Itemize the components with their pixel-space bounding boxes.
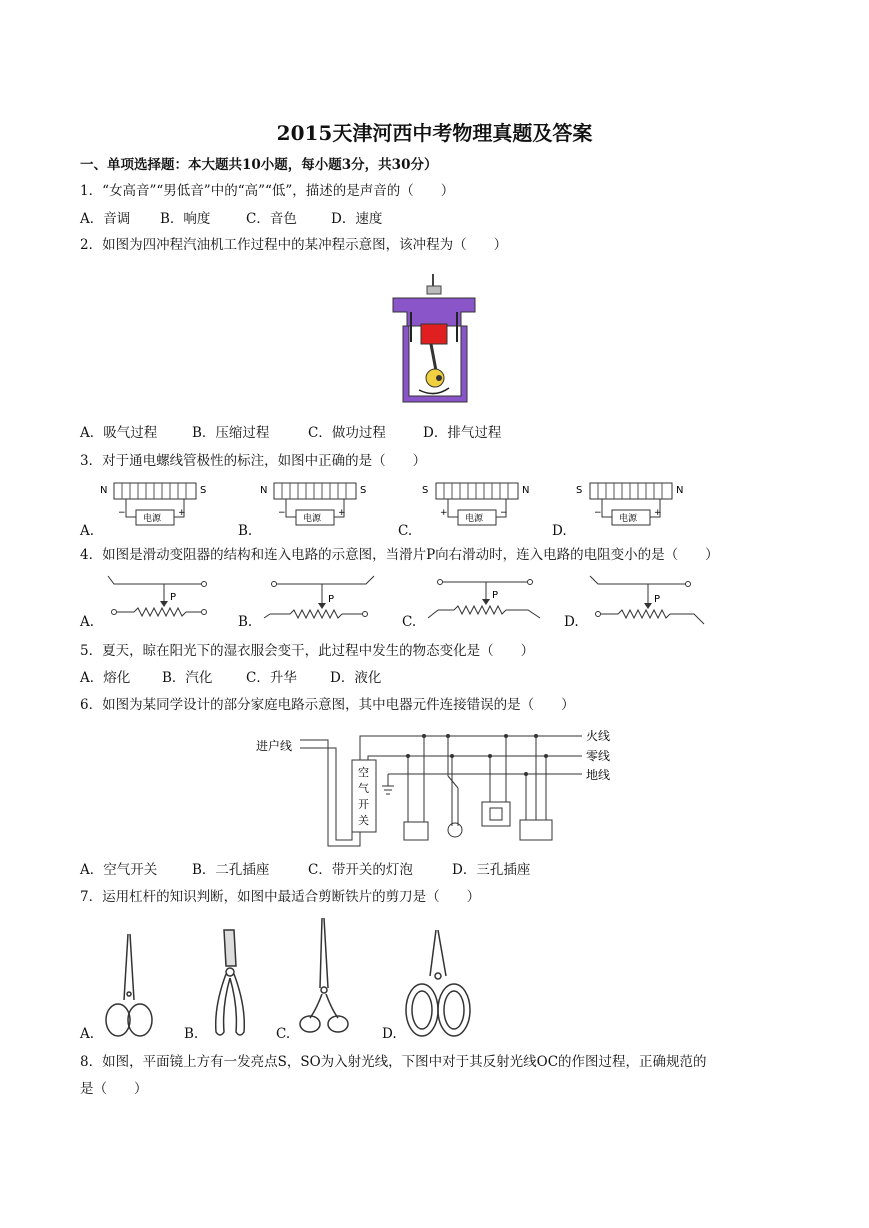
q1-option-d: D．速度: [331, 211, 383, 227]
q3-label-c: C.: [398, 523, 413, 539]
solenoid-figure-d: [574, 477, 686, 537]
svg-text:−: −: [594, 508, 602, 518]
scissors-a-icon: [98, 930, 162, 1040]
solenoid-figure-c: [420, 477, 532, 537]
q6-option-b: B．二孔插座: [192, 862, 270, 878]
question-3-stem: 3．对于通电螺线管极性的标注，如图中正确的是（ ）: [80, 453, 427, 469]
breaker-char: 空: [358, 766, 369, 779]
section-heading: 一、单项选择题：本大题共10小题，每小题3分，共30分）: [80, 157, 438, 173]
q4-label-d: D.: [564, 614, 579, 630]
q4-label-c: C.: [402, 614, 417, 630]
question-6-stem: 6．如图为某同学设计的部分家庭电路示意图，其中电器元件连接错误的是（ ）: [80, 697, 575, 713]
pole-label: N: [522, 485, 530, 496]
rheostat-figure-d: [586, 572, 710, 628]
svg-text:−: −: [500, 508, 508, 518]
svg-text:+: +: [440, 508, 448, 518]
question-8-stem-line1: 8．如图，平面镜上方有一发亮点S，SO为入射光线，下图中对于其反射光线OC的作图过程，正确规范的: [80, 1054, 707, 1070]
slider-label: P: [492, 590, 499, 601]
question-4-stem: 4．如图是滑动变阻器的结构和连入电路的示意图，当滑片P向右滑动时，连入电路的电阻变小的是（ ）: [80, 547, 719, 563]
svg-text:−: −: [278, 508, 286, 518]
q7-label-a: A.: [80, 1026, 95, 1042]
q2-option-d: D．排气过程: [423, 425, 502, 441]
question-2-stem: 2．如图为四冲程汽油机工作过程中的某冲程示意图，该冲程为（ ）: [80, 237, 508, 253]
ground-wire-label: 地线: [586, 768, 611, 782]
q3-label-d: D.: [552, 523, 567, 539]
q5-option-d: D．液化: [330, 670, 382, 686]
scissors-c-icon: [296, 914, 352, 1040]
q5-option-b: B．汽化: [162, 670, 213, 686]
pole-label: N: [100, 485, 108, 496]
pole-label: S: [576, 485, 583, 496]
pole-label: S: [360, 485, 367, 496]
q7-label-b: B.: [184, 1026, 199, 1042]
pole-label: S: [422, 485, 429, 496]
inlet-label: 进户线: [256, 739, 293, 753]
svg-text:+: +: [654, 508, 662, 518]
solenoid-figure-b: [258, 477, 370, 537]
svg-text:+: +: [338, 508, 346, 518]
scissors-b-icon: [204, 926, 256, 1042]
breaker-char: 关: [358, 814, 369, 827]
q4-label-a: A.: [80, 614, 95, 630]
power-source-label: 电源: [465, 514, 484, 524]
page-title: 2015天津河西中考物理真题及答案: [276, 121, 593, 145]
neutral-wire-label: 零线: [586, 749, 611, 763]
q2-option-a: A．吸气过程: [80, 425, 158, 441]
q1-option-b: B．响度: [160, 211, 211, 227]
rheostat-figure-c: [424, 572, 548, 628]
q2-option-b: B．压缩过程: [192, 425, 270, 441]
q4-label-b: B.: [238, 614, 253, 630]
q1-option-a: A．音调: [80, 211, 131, 227]
question-7-stem: 7．运用杠杆的知识判断，如图中最适合剪断铁片的剪刀是（ ）: [80, 889, 481, 905]
solenoid-figure-a: [98, 477, 210, 537]
power-source-label: 电源: [143, 514, 162, 524]
svg-text:−: −: [118, 508, 126, 518]
scissors-d-icon: [402, 926, 474, 1042]
q5-option-a: A．熔化: [80, 670, 131, 686]
q3-label-b: B.: [238, 523, 253, 539]
q6-option-a: A．空气开关: [80, 862, 158, 878]
slider-label: P: [328, 594, 335, 605]
q7-label-d: D.: [382, 1026, 397, 1042]
breaker-char: 气: [358, 782, 369, 795]
rheostat-figure-b: [260, 572, 384, 628]
q2-option-c: C．做功过程: [308, 425, 386, 441]
home-circuit-figure: [252, 726, 628, 852]
q1-option-c: C．音色: [246, 211, 297, 227]
q6-option-c: C．带开关的灯泡: [308, 862, 413, 878]
rheostat-figure-a: [104, 572, 222, 628]
q7-label-c: C.: [276, 1026, 291, 1042]
power-source-label: 电源: [619, 514, 638, 524]
question-1-stem: 1．“女高音”“男低音”中的“高”“低”，描述的是声音的（ ）: [80, 183, 455, 199]
q3-label-a: A.: [80, 523, 95, 539]
slider-label: P: [654, 594, 661, 605]
svg-text:+: +: [178, 508, 186, 518]
engine-cylinder-figure: [385, 272, 485, 410]
breaker-char: 开: [358, 798, 369, 811]
q6-option-d: D．三孔插座: [452, 862, 531, 878]
slider-label: P: [170, 592, 177, 603]
q5-option-c: C．升华: [246, 670, 297, 686]
power-source-label: 电源: [303, 514, 322, 524]
pole-label: S: [200, 485, 207, 496]
pole-label: N: [676, 485, 684, 496]
question-8-stem-line2: 是（ ）: [80, 1081, 148, 1097]
pole-label: N: [260, 485, 268, 496]
question-5-stem: 5．夏天，晾在阳光下的湿衣服会变干，此过程中发生的物态变化是（ ）: [80, 643, 535, 659]
live-wire-label: 火线: [586, 729, 611, 743]
